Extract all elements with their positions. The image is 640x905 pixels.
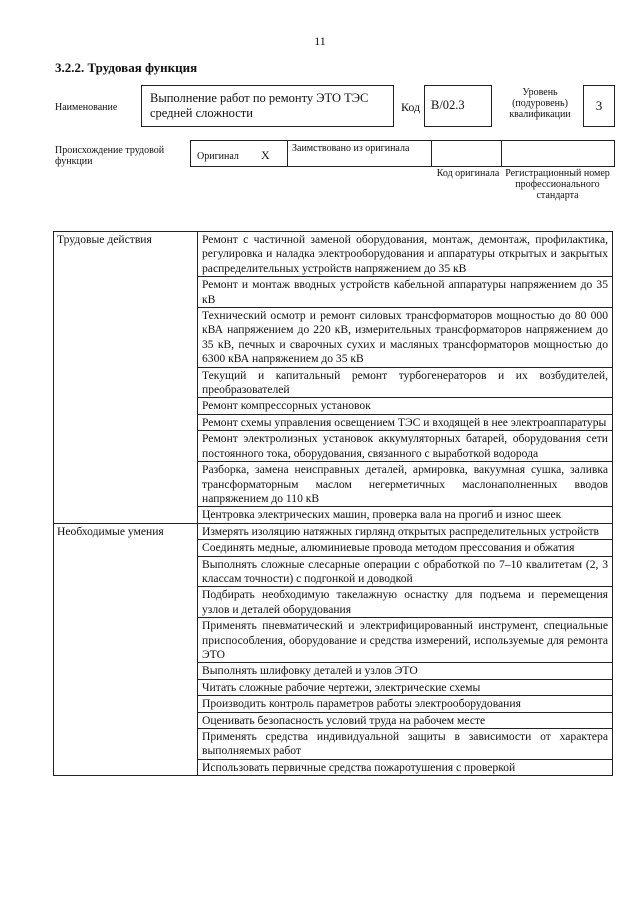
table-cell: Соединять медные, алюминиевые провода методом прессования и обжатия (198, 540, 613, 556)
origin-label: Происхождение трудовой функции (55, 145, 165, 167)
table-row (54, 232, 613, 277)
table-cell: Выполнять шлифовку деталей и узлов ЭТО (198, 663, 613, 679)
reg-number-caption: Регистрационный номер профессионального стандарта (505, 168, 610, 201)
level-value-box: 3 (583, 85, 615, 127)
table-cell: Ремонт и монтаж вводных устройств кабельной аппаратуры напряжением до 35 кВ (198, 277, 613, 308)
section-title: 3.2.2. Трудовая функция (55, 60, 198, 75)
table-cell: Ремонт электролизных установок аккумуляторных батарей, оборудования сети постоянного тока, оборудования, связанного с выработкой водорода (198, 431, 613, 462)
row-group-header: Трудовые действия (54, 232, 198, 524)
table-cell: Измерять изоляцию натяжных гирлянд открытых распределительных устройств (198, 523, 613, 539)
code-original-caption: Код оригинала (436, 168, 500, 179)
table-row (54, 523, 613, 539)
table-cell: Разборка, замена неисправных деталей, армировка, вакуумная сушка, заливка трансформаторным маслом негерметичных маслонаполненных вводов напряжением до 110 кВ (198, 462, 613, 507)
code-value-box: B/02.3 (424, 85, 492, 127)
code-label: Код (401, 100, 421, 114)
table-cell: Производить контроль параметров работы электрооборудования (198, 696, 613, 712)
row-group-header: Необходимые умения (54, 523, 198, 776)
table-cell: Использовать первичные средства пожаротушения с проверкой (198, 759, 613, 775)
origin-divider (501, 140, 502, 167)
function-name-box: Выполнение работ по ремонту ЭТО ТЭС средней сложности (141, 85, 394, 127)
table-cell: Ремонт компрессорных установок (198, 398, 613, 414)
original-label: Оригинал (197, 151, 239, 162)
page-number: 11 (314, 34, 326, 48)
origin-row (190, 140, 615, 167)
level-label: Уровень (подуровень) квалификации (509, 87, 571, 120)
table-cell: Применять средства индивидуальной защиты в зависимости от характера выполняемых работ (198, 729, 613, 760)
table-cell: Ремонт схемы управления освещением ТЭС и входящей в нее электроаппаратуры (198, 414, 613, 430)
table-cell: Технический осмотр и ремонт силовых трансформаторов мощностью до 80 000 кВА напряжением до 220 кВ, измерительных трансформаторов напряжением до 35 кВ, печных и сварочных сухих и масляных трансформаторов мощностью до 6300 кВА напряжением до 35 кВ (198, 308, 613, 368)
origin-divider (287, 140, 288, 167)
name-label: Наименование (55, 102, 118, 113)
table-cell: Применять пневматический и электрифицированный инструмент, специальные приспособления, оборудование и средства измерений, используемые для ремонта ЭТО (198, 618, 613, 663)
table-cell: Текущий и капитальный ремонт турбогенераторов и их возбудителей, преобразователей (198, 367, 613, 398)
table-cell: Ремонт с частичной заменой оборудования, монтаж, демонтаж, профилактика, регулировка и наладка электрооборудования и аппаратуры открытых и закрытых распределительных устройств напряжением до 35 кВ (198, 232, 613, 277)
original-mark: X (261, 148, 270, 162)
table-cell: Читать сложные рабочие чертежи, электрические схемы (198, 679, 613, 695)
table-cell: Оценивать безопасность условий труда на рабочем месте (198, 712, 613, 728)
origin-divider (431, 140, 432, 167)
borrowed-label: Заимствовано из оригинала (292, 143, 410, 154)
function-table (53, 231, 613, 776)
table-cell: Выполнять сложные слесарные операции с обработкой по 7–10 квалитетам (2, 3 классам точности) с подгонкой и доводкой (198, 556, 613, 587)
table-cell: Центровка электрических машин, проверка вала на прогиб и износ шеек (198, 507, 613, 523)
table-cell: Подбирать необходимую такелажную оснастку для подъема и перемещения узлов и деталей оборудования (198, 587, 613, 618)
